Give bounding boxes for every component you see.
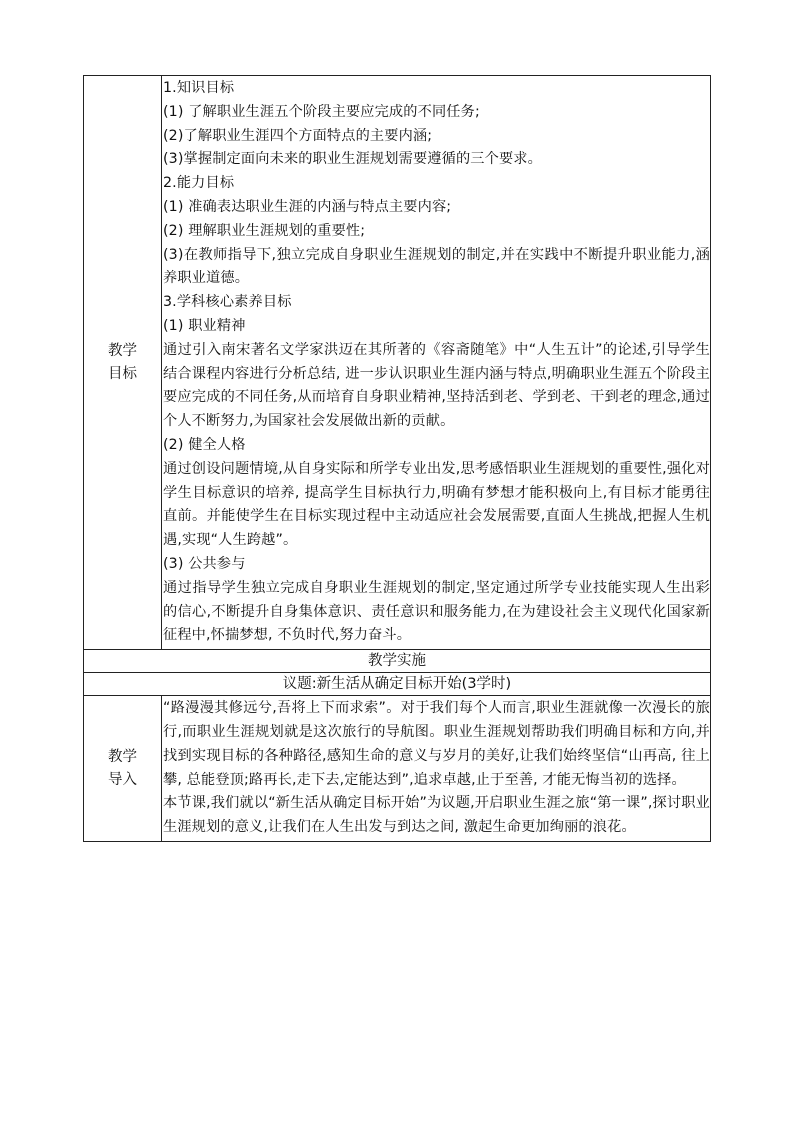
objectives-content-cell [162,76,711,650]
ability-goal-item-3: (3)在教师指导下,独立完成自身职业生涯规划的制定,并在实践中不断提升职业能力,涵养职业道德。 [163,246,710,287]
introduction-label-cell [84,696,162,842]
implementation-heading: 教学实施 [84,650,711,673]
introduction-paragraph-1: “路漫漫其修远兮,吾将上下而求索”。对于我们每个人而言,职业生涯就像一次漫长的旅行,而职业生涯规划就是这次旅行的导航图。职业生涯规划帮助我们明确目标和方向,并找到实现目标的各种路径,感知生命的意义与岁月的美好,让我们始终坚信“山再高, 往上攀, 总能登顶;路再长,走下去,定能达到”,追求卓越,止于至善, 才能无悔当初的选择。 [163,700,710,788]
introduction-label-line2: 导入 [108,771,137,788]
objectives-label-line1: 教学 [108,342,137,359]
core-literacy-heading: 3.学科核心素养目标 [163,294,292,311]
introduction-row [84,696,711,842]
topic-row [84,673,711,696]
lesson-plan-table [83,75,711,842]
objectives-row [84,76,711,650]
professional-spirit-paragraph: 通过引入南宋著名文学家洪迈在其所著的《容斋随笔》中“人生五计”的论述,引导学生结合课程内容进行分析总结, 进一步认识职业生涯内涵与特点,明确职业生涯五个阶段主要应完成的不同任务,从而培育自身职业精神,坚持活到老、学到老、干到老的理念,通过个人不断努力,为国家社会发展做出新的贡献。 [163,341,710,430]
sound-personality-paragraph: 通过创设问题情境,从自身实际和所学专业出发,思考感悟职业生涯规划的重要性,强化对学生目标意识的培养, 提高学生目标执行力,明确有梦想才能积极向上,有目标才能勇往直前。并能使学生在目标实现过程中主动适应社会发展需要,直面人生挑战,把握人生机遇,实现“人生跨越”。 [163,460,710,549]
objectives-label-line2: 目标 [108,365,137,382]
objectives-label-cell [84,76,162,650]
knowledge-goal-item-3: (3)掌握制定面向未来的职业生涯规划需要遵循的三个要求。 [163,151,542,168]
public-participation-paragraph: 通过指导学生独立完成自身职业生涯规划的制定,坚定通过所学专业技能实现人生出彩的信心,不断提升自身集体意识、责任意识和服务能力,在为建设社会主义现代化国家新征程中,怀揣梦想, 不负时代,努力奋斗。 [163,579,710,644]
public-participation-heading: (3) 公共参与 [163,555,246,572]
introduction-content-cell [162,696,711,842]
sound-personality-heading: (2) 健全人格 [163,436,246,453]
topic-text: 议题:新生活从确定目标开始(3学时) [84,673,711,696]
ability-goal-item-1: (1) 准确表达职业生涯的内涵与特点主要内容; [163,198,452,215]
knowledge-goal-item-2: (2)了解职业生涯四个方面特点的主要内涵; [163,127,433,144]
professional-spirit-heading: (1) 职业精神 [163,317,246,334]
introduction-label-line1: 教学 [108,748,137,765]
implementation-heading-row [84,650,711,673]
ability-goal-heading: 2.能力目标 [163,175,235,192]
introduction-paragraph-2: 本节课,我们就以“新生活从确定目标开始”为议题,开启职业生涯之旅“第一课”,探讨职业生涯规划的意义,让我们在人生出发与到达之间, 激起生命更加绚丽的浪花。 [163,795,710,836]
knowledge-goal-item-1: (1) 了解职业生涯五个阶段主要应完成的不同任务; [163,103,480,120]
ability-goal-item-2: (2) 理解职业生涯规划的重要性; [163,222,366,239]
knowledge-goal-heading: 1.知识目标 [163,80,235,96]
